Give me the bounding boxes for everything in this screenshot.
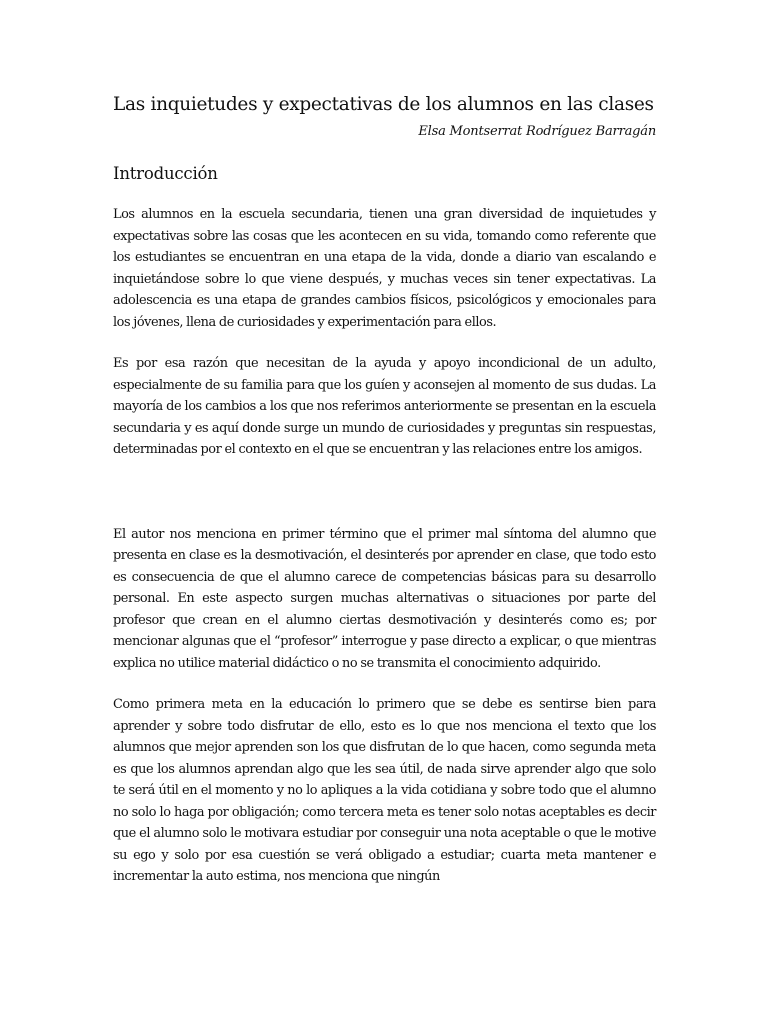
section-heading-introduccion: Introducción	[113, 164, 218, 183]
document-author: Elsa Montserrat Rodríguez Barragán	[418, 124, 656, 139]
paragraph-1: Los alumnos en la escuela secundaria, tienen una gran diversidad de inquietudes y expectativas sobre las cosas que les acontecen en su vida, tomando como referente que los estudiantes se encuentran en una etapa de la vida, donde a diario van escalando e inquietándose sobre lo que viene después, y muchas veces sin tener expectativas. La adolescencia es una etapa de grandes cambios físicos, psicológicos y emocionales para los jóvenes, llena de curiosidades y experimentación para ellos.	[113, 207, 656, 330]
document-body	[113, 90, 656, 888]
document-title: Las inquietudes y expectativas de los alumnos en las clases	[113, 94, 654, 115]
paragraph-4: Como primera meta en la educación lo primero que se debe es sentirse bien para aprender y sobre todo disfrutar de ello, esto es lo que nos menciona el texto que los alumnos que mejor aprenden son los que disfrutan de lo que hacen, como segunda meta es que los alumnos aprendan algo que les sea útil, de nada sirve aprender algo que solo te será útil en el momento y no lo apliques a la vida cotidiana y sobre todo que el alumno no solo lo haga por obligación; como tercera meta es tener solo notas aceptables es decir que el alumno solo le motivara estudiar por conseguir una nota aceptable o que le motive su ego y solo por esa cuestión se verá obligado a estudiar; cuarta meta mantener e incrementar la auto estima, nos menciona que ningún	[113, 697, 656, 884]
paragraph-2: Es por esa razón que necesitan de la ayuda y apoyo incondicional de un adulto, especialmente de su familia para que los guíen y aconsejen al momento de sus dudas. La mayoría de los cambios a los que nos referimos anteriormente se presentan en la escuela secundaria y es aquí donde surge un mundo de curiosidades y preguntas sin respuestas, determinadas por el contexto en el que se encuentran y las relaciones entre los amigos.	[113, 356, 656, 457]
paragraph-3: El autor nos menciona en primer término que el primer mal síntoma del alumno que presenta en clase es la desmotivación, el desinterés por aprender en clase, que todo esto es consecuencia de que el alumno carece de competencias básicas para su desarrollo personal. En este aspecto surgen muchas alternativas o situaciones por parte del profesor que crean en el alumno ciertas desmotivación y desinterés como es; por mencionar algunas que el “profesor” interrogue y pase directo a explicar, o que mientras explica no utilice material didáctico o no se transmita el conocimiento adquirido.	[113, 526, 656, 671]
